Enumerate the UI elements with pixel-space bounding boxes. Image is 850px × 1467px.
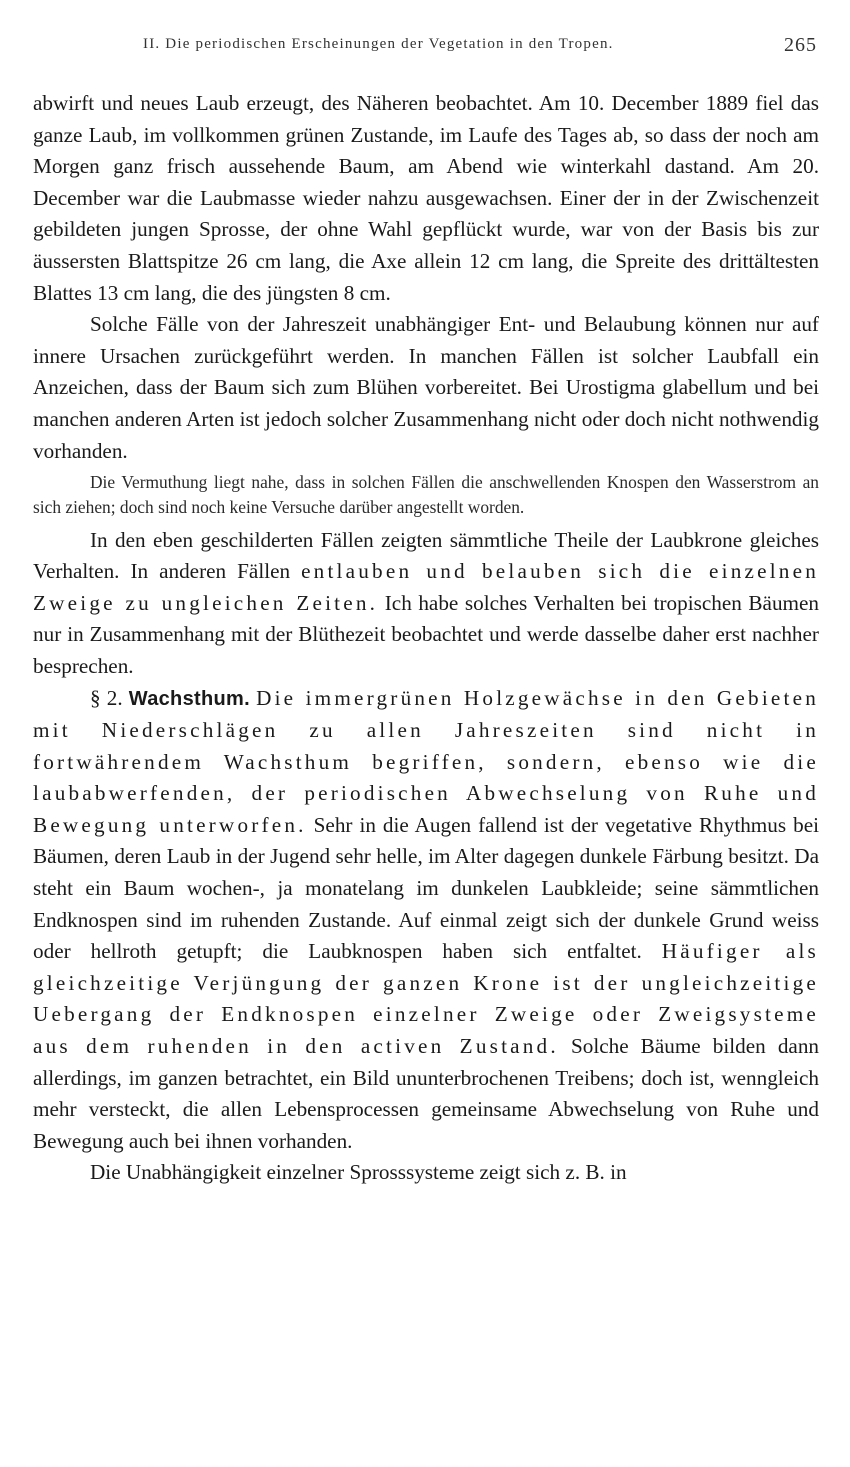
paragraph-laubfall bbox=[33, 309, 819, 467]
footnote-remark bbox=[33, 470, 819, 520]
page-header bbox=[33, 30, 819, 64]
emphasized-spaced-text: entlauben und belauben sich die einzelnen Zweige zu ungleichen Zeiten. bbox=[33, 559, 819, 615]
book-page bbox=[33, 30, 819, 1189]
paragraph-text: abwirft und neues Laub erzeugt, des Näheren beobachtet. Am 10. December 1889 fiel das ganze Laub, im vollkommen grünen Zustande, im Laufe des Tages ab, so dass der noch am Morgen ganz frisch aussehende Baum, am Abend wie winterkahl dastand. Am 20. December war die Laubmasse wieder nahzu ausgewachsen. Einer der in der Zwischenzeit gebildeten jungen Sprosse, der ohne Wahl gepflückt wurde, war von der Basis bis zur äussersten Blattspitze 26 cm lang, die Axe allein 12 cm lang, die Spreite des drittältesten Blattes 13 cm lang, die des jüngsten 8 cm. bbox=[33, 91, 819, 305]
emphasized-spaced-text: Die immergrünen Holzgewächse in den Gebieten mit Niederschlägen zu allen Jahreszeiten sind nicht in fortwährendem Wachsthum begriffen, sondern, ebenso wie die laubabwerfenden, der periodischen Abwechselung von Ruhe und Bewegung unterworfen. bbox=[33, 685, 819, 837]
page-number: 265 bbox=[784, 34, 817, 56]
paragraph-zweige bbox=[33, 525, 819, 683]
paragraph-continued bbox=[33, 88, 819, 309]
paragraph-text: Die Unabhängigkeit einzelner Sprosssysteme zeigt sich z. B. in bbox=[90, 1160, 627, 1185]
paragraph-text-end: Solche Bäume bilden dann allerdings, im ganzen betrachtet, ein Bild ununterbrochenen Treibens; doch ist, wenngleich mehr versteckt, die allen Lebensprocessen gemeinsame Abwechselung von Ruhe und Bewegung auch bei ihnen vorhanden. bbox=[33, 1034, 820, 1153]
section-wachsthum bbox=[33, 683, 819, 1158]
section-number: § 2. bbox=[90, 685, 123, 710]
running-title: II. Die periodischen Erscheinungen der Vegetation in den Tropen. bbox=[143, 36, 614, 52]
emphasized-spaced-text: Häufiger als gleichzeitige Verjüngung der ganzen Krone ist der ungleichzeitige Uebergang der Endknospen einzelner Zweige oder Zweigsysteme aus dem ruhenden in den activen Zustand. bbox=[33, 939, 819, 1059]
paragraph-text-start: In den eben geschilderten Fällen zeigten sämmtliche Theile der Laubkrone gleiches Verhalten. In anderen Fällen bbox=[33, 527, 819, 584]
remark-text: Die Vermuthung liegt nahe, dass in solchen Fällen die anschwellenden Knospen den Wasserstrom an sich ziehen; doch sind noch keine Versuche darüber angestellt worden. bbox=[33, 472, 819, 518]
paragraph-text-end: Ich habe solches Verhalten bei tropischen Bäumen nur in Zusammenhang mit der Blüthezeit beobachtet und werde dasselbe daher erst nachher besprechen. bbox=[33, 590, 820, 678]
paragraph-text: Solche Fälle von der Jahreszeit unabhängiger Ent- und Belaubung können nur auf innere Ursachen zurückgeführt werden. In manchen Fällen ist solcher Laubfall ein Anzeichen, dass der Baum sich zum Blühen vorbereitet. Bei Urostigma glabellum und bei manchen anderen Arten ist jedoch solcher Zusammenhang nicht oder doch nicht nothwendig vorhanden. bbox=[33, 312, 819, 463]
section-heading: Wachsthum. bbox=[128, 687, 250, 710]
paragraph-sprosssysteme bbox=[33, 1157, 819, 1189]
paragraph-text-middle: Sehr in die Augen fallend ist der vegetative Rhythmus bei Bäumen, deren Laub in der Jugend sehr helle, im Alter dagegen dunkele Färbung besitzt. Da steht ein Baum wochen-, ja monatelang im dunkelen Laubkleide; seine sämmtlichen Endknospen sind im ruhenden Zustande. Auf einmal zeigt sich der dunkele Grund weiss oder hellroth getupft; die Laubknospen haben sich entfaltet. bbox=[33, 812, 820, 964]
page-body bbox=[33, 88, 819, 1189]
